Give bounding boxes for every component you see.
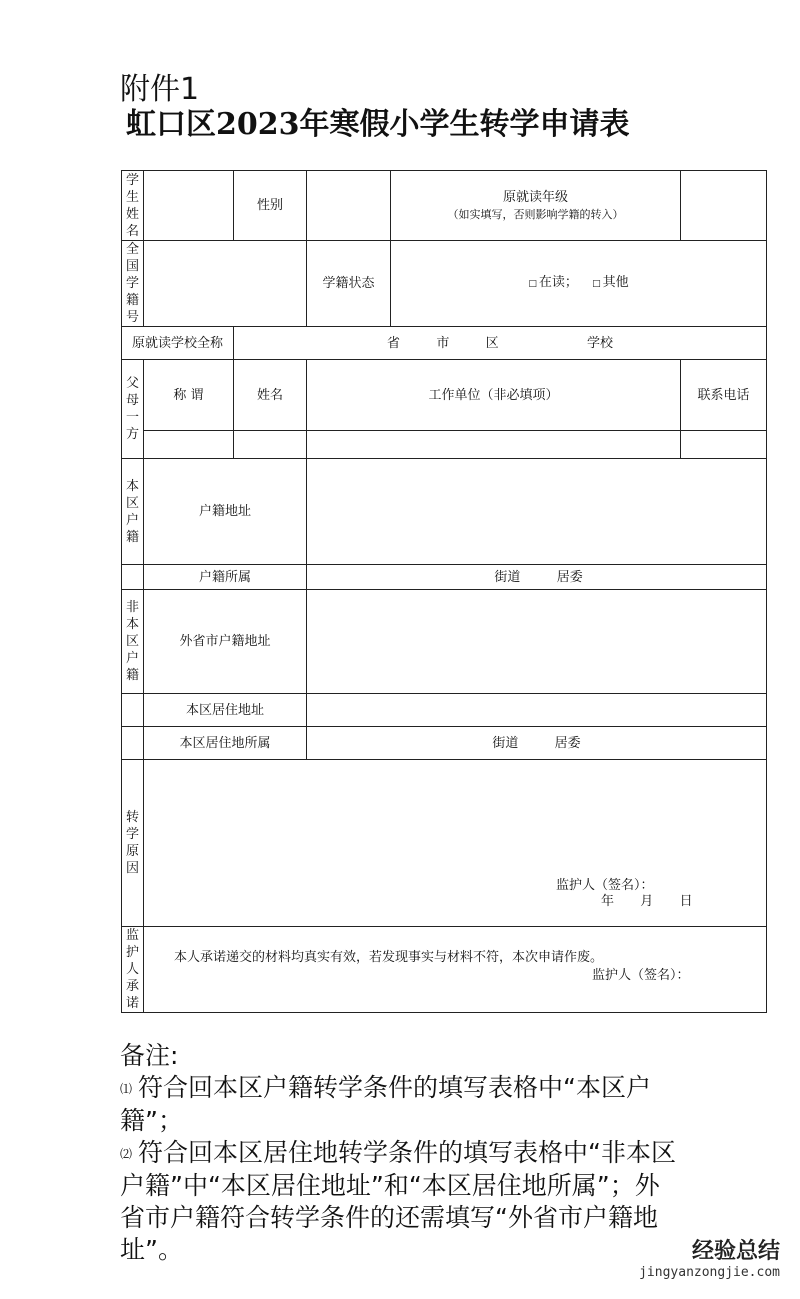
watermark bbox=[639, 1239, 780, 1281]
transfer-reason-label: 转 学 原 因 bbox=[122, 760, 144, 927]
residence-belong-field[interactable]: 街道 居委 bbox=[307, 727, 767, 760]
grade-label: 原就读年级 （如实填写，否则影响学籍的转入） bbox=[391, 171, 681, 241]
notes bbox=[120, 1040, 680, 1266]
row-hukou-address bbox=[122, 459, 767, 565]
school-field[interactable]: 省 市 区 学校 bbox=[234, 327, 767, 360]
promise-guardian-sign: 监护人（签名）： bbox=[592, 968, 690, 983]
row-residence-address bbox=[122, 694, 767, 727]
other-province-address-label: 外省市户籍地址 bbox=[144, 590, 307, 694]
gender-label: 性别 bbox=[234, 171, 307, 241]
hukou-address-field[interactable] bbox=[307, 459, 767, 565]
school-label: 原就读学校全称 bbox=[122, 327, 234, 360]
residence-belong-spacer bbox=[122, 727, 144, 760]
note-item-2: ⑵ 符合回本区居住地转学条件的填写表格中“非本区户籍”中“本区居住地址”和“本区居住地所属”；外省市户籍符合转学条件的还需填写“外省市户籍地址”。 bbox=[120, 1138, 676, 1264]
grade-field[interactable] bbox=[681, 171, 767, 241]
status-option-enrolled: 在读； bbox=[538, 275, 578, 290]
notes-label: 备注: bbox=[120, 1041, 179, 1070]
row-student-name bbox=[122, 171, 767, 241]
transfer-application-form bbox=[121, 170, 767, 1013]
other-province-address-field[interactable] bbox=[307, 590, 767, 694]
transfer-reason-field[interactable] bbox=[144, 760, 767, 927]
parent-name-label: 姓名 bbox=[234, 360, 307, 431]
guardian-promise-field[interactable] bbox=[144, 927, 767, 1013]
relation-field[interactable] bbox=[144, 431, 234, 459]
reason-date: 年 月 日 bbox=[601, 894, 693, 909]
row-hukou-belong bbox=[122, 565, 767, 590]
row-parent-header bbox=[122, 360, 767, 431]
national-id-field[interactable] bbox=[144, 241, 307, 327]
row-parent-data bbox=[122, 431, 767, 459]
checkbox-other[interactable]: □ bbox=[592, 279, 601, 289]
row-transfer-reason bbox=[122, 760, 767, 927]
status-options bbox=[391, 241, 767, 327]
reason-guardian-sign: 监护人（签名）： bbox=[556, 878, 654, 893]
hukou-belong-field[interactable]: 街道 居委 bbox=[307, 565, 767, 590]
status-label: 学籍状态 bbox=[307, 241, 391, 327]
nonlocal-hukou-label: 非 本 区 户 籍 bbox=[122, 590, 144, 694]
note-item-1: ⑴ 符合回本区户籍转学条件的填写表格中“本区户籍”； bbox=[120, 1073, 651, 1135]
phone-label: 联系电话 bbox=[681, 360, 767, 431]
gender-field[interactable] bbox=[307, 171, 391, 241]
residence-belong-label: 本区居住地所属 bbox=[144, 727, 307, 760]
phone-field[interactable] bbox=[681, 431, 767, 459]
row-school bbox=[122, 327, 767, 360]
residence-address-field[interactable] bbox=[307, 694, 767, 727]
student-name-field[interactable] bbox=[144, 171, 234, 241]
residence-address-label: 本区居住地址 bbox=[144, 694, 307, 727]
row-other-province-address bbox=[122, 590, 767, 694]
student-name-label: 学 生 姓 名 bbox=[122, 171, 144, 241]
row-residence-belong bbox=[122, 727, 767, 760]
watermark-url: jingyanzongjie.com bbox=[639, 1265, 780, 1280]
form-title: 虹口区2023年寒假小学生转学申请表 bbox=[126, 107, 630, 142]
watermark-name: 经验总结 bbox=[691, 1239, 780, 1264]
annex-label: 附件1 bbox=[120, 72, 200, 107]
work-unit-field[interactable] bbox=[307, 431, 681, 459]
status-option-other: 其他 bbox=[602, 275, 629, 290]
row-guardian-promise bbox=[122, 927, 767, 1013]
checkbox-enrolled[interactable]: □ bbox=[528, 279, 537, 289]
row-national-id bbox=[122, 241, 767, 327]
hukou-belong-spacer bbox=[122, 565, 144, 590]
promise-text: 本人承诺递交的材料均真实有效，若发现事实与材料不符，本次申请作废。 bbox=[174, 950, 604, 965]
hukou-address-label: 户籍地址 bbox=[144, 459, 307, 565]
work-unit-label: 工作单位（非必填项） bbox=[307, 360, 681, 431]
national-id-label: 全 国 学 籍 号 bbox=[122, 241, 144, 327]
guardian-promise-label: 监 护 人 承 诺 bbox=[122, 927, 144, 1013]
relation-label: 称 谓 bbox=[144, 360, 234, 431]
local-hukou-label: 本 区 户 籍 bbox=[122, 459, 144, 565]
hukou-belong-label: 户籍所属 bbox=[144, 565, 307, 590]
grade-note: （如实填写，否则影响学籍的转入） bbox=[447, 207, 624, 221]
parent-label: 父 母 一 方 bbox=[122, 360, 144, 459]
residence-address-spacer bbox=[122, 694, 144, 727]
parent-name-field[interactable] bbox=[234, 431, 307, 459]
